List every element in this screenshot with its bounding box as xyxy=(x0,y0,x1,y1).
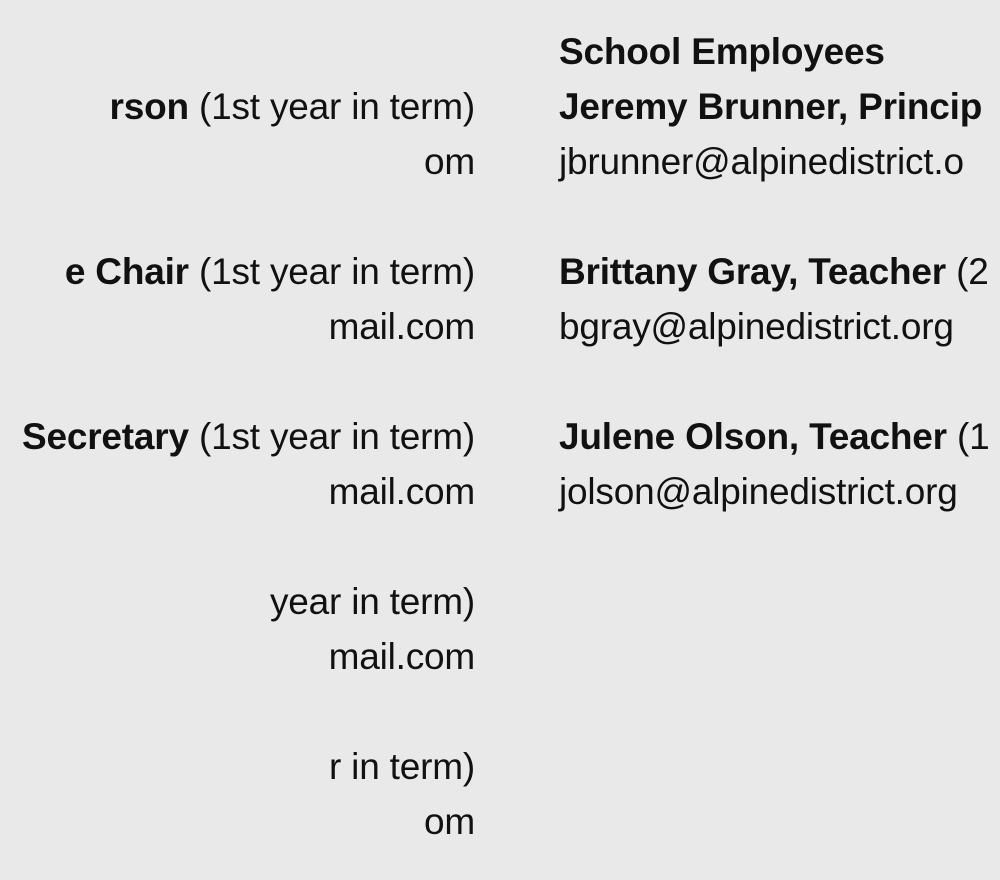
parent-member-5-title xyxy=(329,745,475,789)
member-term: (1st year in term) xyxy=(198,86,475,127)
parent-member-2-email[interactable]: mail.com xyxy=(328,306,475,347)
parent-member-3-title xyxy=(22,415,475,459)
employee-2-title xyxy=(559,250,989,294)
school-employees-heading: School Employees xyxy=(559,31,885,72)
parent-member-3-email[interactable]: mail.com xyxy=(328,471,475,512)
employee-name: Jeremy Brunner, Princip xyxy=(559,86,983,127)
parent-member-4-email[interactable]: mail.com xyxy=(328,636,475,677)
parent-member-1-email[interactable]: om xyxy=(424,141,475,182)
employee-1-title xyxy=(559,85,982,129)
member-name: rson xyxy=(109,86,189,127)
employee-1-email[interactable]: jbrunner@alpinedistrict.o xyxy=(559,141,964,182)
member-term: (1st year in term) xyxy=(198,416,475,457)
member-term: (1st year in term) xyxy=(198,251,475,292)
member-term: r in term) xyxy=(328,746,475,787)
member-name: Secretary xyxy=(22,416,189,457)
parent-member-5-email[interactable]: om xyxy=(424,801,475,842)
member-name: e Chair xyxy=(64,251,189,292)
employee-term: (1 xyxy=(956,416,990,457)
employee-3-email[interactable]: jolson@alpinedistrict.org xyxy=(559,471,958,512)
employee-name: Brittany Gray, Teacher xyxy=(559,251,946,292)
employee-2-email[interactable]: bgray@alpinedistrict.org xyxy=(559,306,954,347)
parent-member-2-title xyxy=(65,250,475,294)
employee-3-title xyxy=(559,415,989,459)
employee-name: Julene Olson, Teacher xyxy=(559,416,947,457)
parent-member-1-title xyxy=(110,85,476,129)
parent-member-4-title xyxy=(270,580,475,624)
member-term: year in term) xyxy=(269,581,475,622)
employee-term: (2 xyxy=(956,251,989,292)
